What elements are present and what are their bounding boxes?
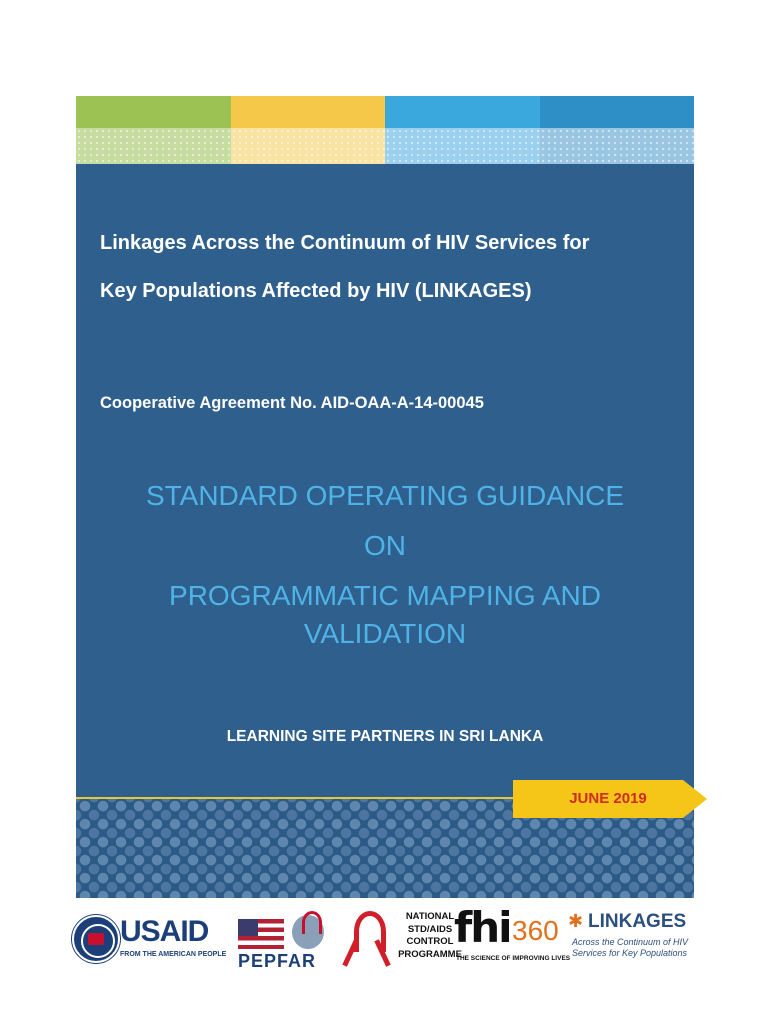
pepfar-logo [234, 905, 342, 975]
usaid-wordmark: USAID [120, 915, 209, 948]
guidance-title-line-1: STANDARD OPERATING GUIDANCE [145, 480, 625, 511]
nsacp-line-1: NATIONAL [405, 911, 455, 922]
ribbon-icon [302, 911, 322, 934]
strip-blue [540, 96, 695, 128]
fhi-number: 360 [512, 915, 559, 946]
agreement-number: Cooperative Agreement No. AID-OAA-A-14-00045 [100, 394, 484, 412]
date-text: JUNE 2019 [569, 790, 647, 807]
date-tag [513, 780, 683, 818]
nsacp-line-3: CONTROL [406, 936, 454, 947]
project-title-line-2: Key Populations Affected by HIV (LINKAGES) [100, 280, 532, 302]
linkages-star-icon: ✱ [568, 911, 584, 931]
substrip-green [76, 128, 231, 164]
fhi-tagline: THE SCIENCE OF IMPROVING LIVES [456, 955, 571, 962]
partner-logos [66, 905, 706, 975]
color-strip [76, 96, 694, 128]
project-title-line-1: Linkages Across the Continuum of HIV Services for [100, 232, 590, 254]
guidance-title-line-3: PROGRAMMATIC MAPPING AND [169, 580, 601, 611]
nsacp-logo [346, 905, 466, 975]
color-substrip [76, 128, 694, 164]
linkages-logo [568, 905, 706, 975]
substrip-blue [540, 128, 695, 164]
fhi360-logo [454, 905, 574, 975]
usaid-logo [66, 905, 227, 975]
linkages-tagline: Across the Continuum of HIV Services for Key Populations [572, 937, 689, 958]
strip-yellow [231, 96, 386, 128]
red-ribbon-left-tail [342, 939, 358, 966]
substrip-yellow [231, 128, 386, 164]
substrip-light-blue [385, 128, 540, 164]
guidance-title-line-2: ON [364, 530, 406, 561]
guidance-title-line-4: VALIDATION [303, 618, 467, 649]
linkages-wordmark: LINKAGES [588, 911, 687, 932]
nsacp-line-2: STD/AIDS [407, 923, 453, 935]
usaid-seal-icon [72, 915, 120, 963]
fhi-wordmark: fhi [454, 903, 511, 952]
us-flag-icon [238, 919, 284, 949]
nsacp-line-4: PROGRAMME [398, 948, 462, 960]
usaid-tagline: FROM THE AMERICAN PEOPLE [120, 951, 227, 958]
partners-subtitle: LEARNING SITE PARTNERS IN SRI LANKA [226, 728, 544, 745]
pepfar-wordmark: PEPFAR [238, 951, 317, 971]
strip-green [76, 96, 231, 128]
strip-light-blue [385, 96, 540, 128]
